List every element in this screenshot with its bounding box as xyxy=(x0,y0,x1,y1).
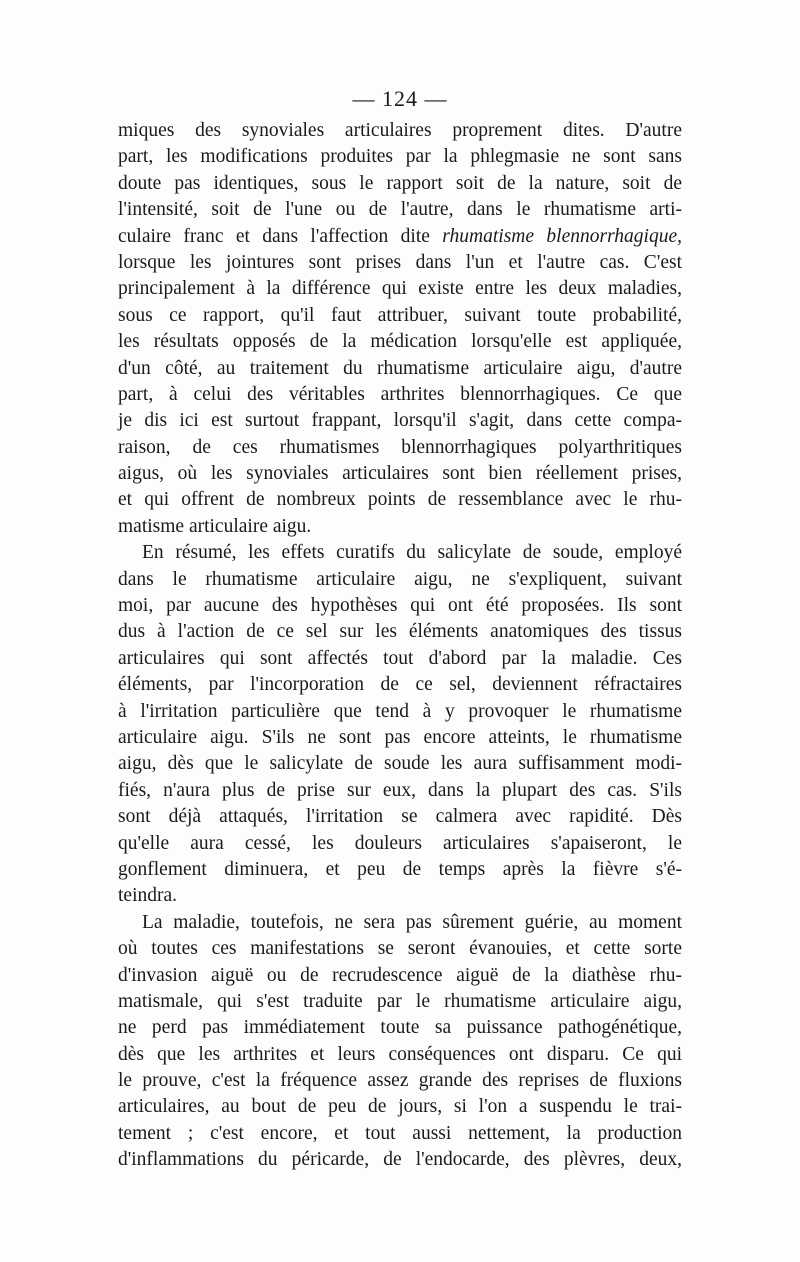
text-line xyxy=(118,224,682,250)
text-line: et qui offrent de nombreux points de ressemblance avec le rhu- xyxy=(118,489,682,511)
text-line: principalement à la différence qui existe entre les deux maladies, xyxy=(118,278,682,300)
text-line: l'intensité, soit de l'une ou de l'autre, dans le rhumatisme arti- xyxy=(118,199,682,221)
text-line: où toutes ces manifestations se seront évanouies, et cette sorte xyxy=(118,938,682,960)
text-line: dans le rhumatisme articulaire aigu, ne s'expliquent, suivant xyxy=(118,568,682,590)
text-line: doute pas identiques, sous le rapport soit de la nature, soit de xyxy=(118,172,682,194)
text-line: lorsque les jointures sont prises dans l'un et l'autre cas. C'est xyxy=(118,251,682,273)
text-line: sous ce rapport, qu'il faut attribuer, suivant toute probabilité, xyxy=(118,304,682,326)
text-line: fiés, n'aura plus de prise sur eux, dans la plupart des cas. S'ils xyxy=(118,779,682,801)
text-line: matisme articulaire aigu. xyxy=(118,515,312,537)
text-line: articulaires, au bout de peu de jours, si l'on a suspendu le trai- xyxy=(118,1096,682,1118)
text-line: La maladie, toutefois, ne sera pas sûrement guérie, au moment xyxy=(142,911,682,933)
page-number: — 124 — xyxy=(352,86,448,111)
text-line: part, à celui des véritables arthrites blennorrhagiques. Ce que xyxy=(118,383,682,405)
text-line: moi, par aucune des hypothèses qui ont été proposées. Ils sont xyxy=(118,595,682,617)
text-line: dès que les arthrites et leurs conséquences ont disparu. Ce qui xyxy=(118,1043,682,1065)
text-line-italic: rhumatisme blennorrhagique, xyxy=(442,225,683,247)
body-text xyxy=(118,118,682,1174)
text-line: En résumé, les effets curatifs du salicylate de soude, employé xyxy=(142,542,682,564)
text-line: les résultats opposés de la médication lorsqu'elle est appliquée, xyxy=(118,331,682,353)
text-line: articulaires qui sont affectés tout d'abord par la maladie. Ces xyxy=(118,647,682,669)
text-line: teindra. xyxy=(118,885,178,907)
text-line: miques des synoviales articulaires proprement dites. D'autre xyxy=(118,120,682,141)
text-line: part, les modifications produites par la phlegmasie ne sont sans xyxy=(118,146,682,168)
text-line: sont déjà attaqués, l'irritation se calmera avec rapidité. Dès xyxy=(118,806,682,828)
text-line: ne perd pas immédiatement toute sa puissance pathogénétique, xyxy=(118,1017,682,1039)
text-line: d'inflammations du péricarde, de l'endocarde, des plèvres, deux, xyxy=(118,1149,682,1171)
text-line: le prouve, c'est la fréquence assez grande des reprises de fluxions xyxy=(118,1070,682,1092)
text-line: aigu, dès que le salicylate de soude les aura suffisamment modi- xyxy=(118,753,682,775)
text-line: d'invasion aiguë ou de recrudescence aiguë de la diathèse rhu- xyxy=(118,964,682,986)
text-line: tement ; c'est encore, et tout aussi nettement, la production xyxy=(118,1122,682,1144)
text-line-roman: culaire franc et dans l'affection dite xyxy=(118,225,443,247)
text-line: d'un côté, au traitement du rhumatisme articulaire aigu, d'autre xyxy=(118,357,682,379)
text-line: articulaire aigu. S'ils ne sont pas encore atteints, le rhumatisme xyxy=(118,726,682,748)
text-line: à l'irritation particulière que tend à y provoquer le rhumatisme xyxy=(118,700,682,722)
text-line: je dis ici est surtout frappant, lorsqu'il s'agit, dans cette compa- xyxy=(118,410,682,432)
text-line: dus à l'action de ce sel sur les éléments anatomiques des tissus xyxy=(118,621,682,643)
text-line: aigus, où les synoviales articulaires sont bien réellement prises, xyxy=(118,463,682,485)
text-line: raison, de ces rhumatismes blennorrhagiques polyarthritiques xyxy=(118,436,682,458)
text-line: éléments, par l'incorporation de ce sel, deviennent réfractaires xyxy=(118,674,682,696)
text-line: gonflement diminuera, et peu de temps après la fièvre s'é- xyxy=(118,858,682,880)
text-line: matismale, qui s'est traduite par le rhumatisme articulaire aigu, xyxy=(118,990,682,1012)
text-line: qu'elle aura cessé, les douleurs articulaires s'apaiseront, le xyxy=(118,832,682,854)
